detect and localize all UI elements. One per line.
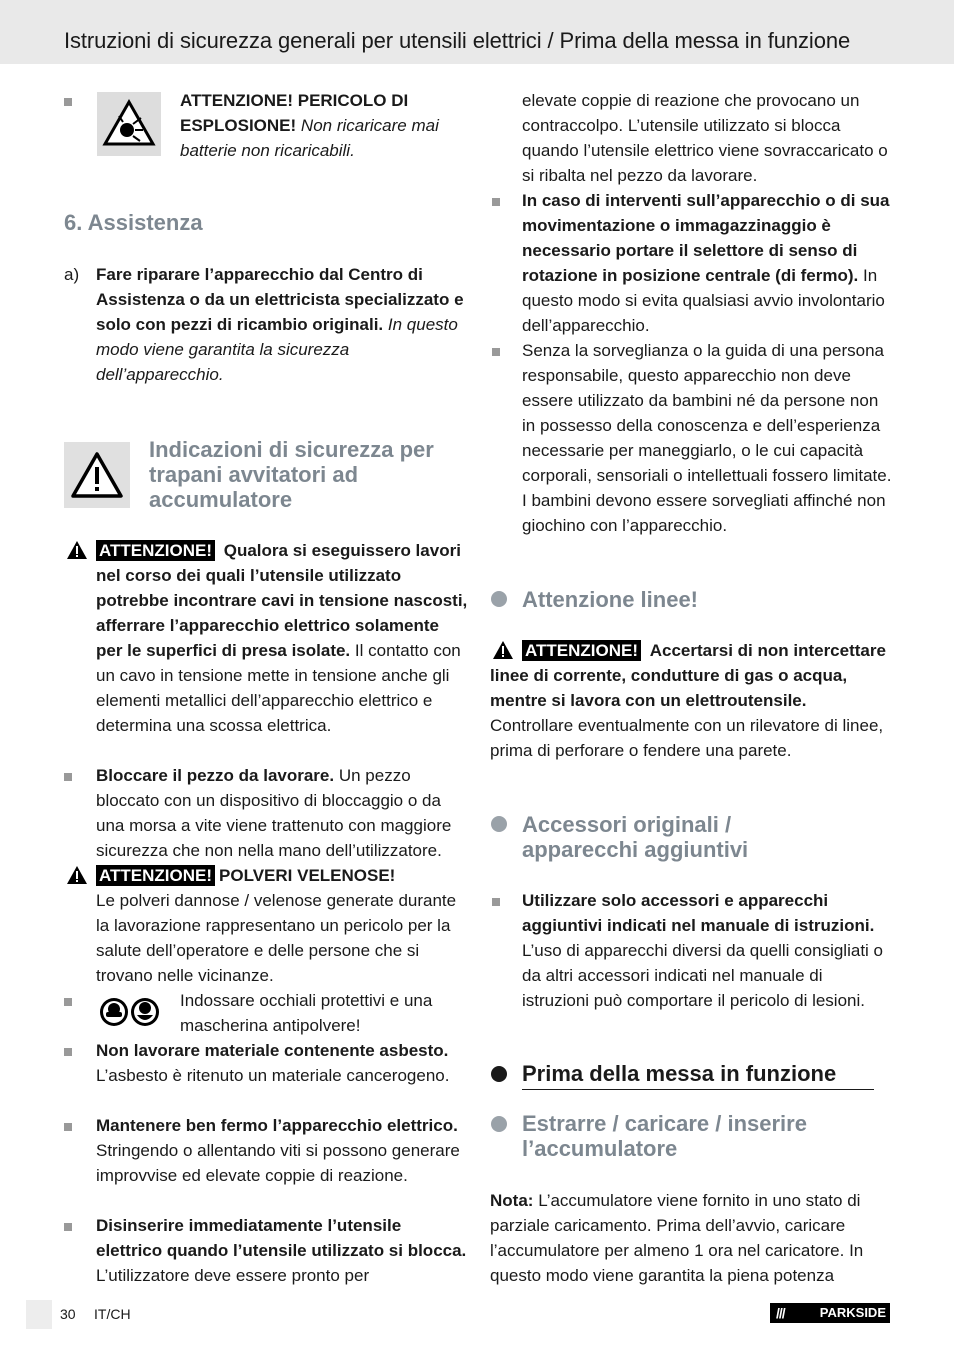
warning-icon: [66, 540, 88, 560]
occhiali-text: Indossare occhiali protettivi e una mascherina antipolvere!: [180, 991, 433, 1035]
page-header: [0, 0, 954, 64]
bullet: [64, 1123, 72, 1131]
language-code: IT/CH: [94, 1306, 131, 1322]
section-title-accessori: Accessori originali / apparecchi aggiuntivi: [522, 812, 749, 862]
bullet: [64, 1048, 72, 1056]
bullet: [492, 348, 500, 356]
dust-mask-icon: [130, 995, 160, 1029]
nota-text: Nota: L’accumulatore viene fornito in uno stato di parziale caricamento. Prima dell’avvio, caricare l’accumulatore per almeno 1 ora nel caricatore. In questo modo viene garantita la piena potenza: [490, 1191, 864, 1285]
mantenere-text: Mantenere ben fermo l’apparecchio elettrico. Stringendo o allentando viti si possono generare improvvise ed elevate coppie di reazione.: [96, 1116, 460, 1185]
interventi-text: In caso di interventi sull’apparecchio o di sua movimentazione o immagazzinaggio è necessario portare il selettore di senso di rotazione in posizione centrale (di fermo). In questo modo si evita qualsiasi avvio involontario dell’apparecchio.: [522, 191, 890, 335]
section-dot: [491, 1066, 507, 1082]
bloccare-text: Bloccare il pezzo da lavorare. Un pezzo bloccato con un dispositivo di bloccaggio o da una morsa a vite viene trattenuto con maggiore sicurezza che non nella mano dell’utilizzatore.: [96, 766, 452, 860]
warning-label: ATTENZIONE!: [522, 640, 641, 661]
warning-label: ATTENZIONE!: [96, 865, 215, 886]
bullet: [492, 898, 500, 906]
section-underline: [522, 1089, 874, 1090]
section-dot: [491, 1116, 507, 1132]
section-title-indicazioni: Indicazioni di sicurezza per trapani avvitatori ad accumulatore: [149, 437, 434, 512]
section-title-estrarre: Estrarre / caricare / inserire l’accumulatore: [522, 1111, 807, 1161]
bullet: [64, 98, 72, 106]
brand-name: PARKSIDE: [819, 1305, 886, 1320]
section-title-linee: Attenzione linee!: [522, 587, 699, 612]
footer-box: [26, 1300, 52, 1329]
page-title: Istruzioni di sicurezza generali per utensili elettrici / Prima della messa in funzione: [64, 28, 851, 53]
asbesto-text: Non lavorare materiale contenente asbesto. L’asbesto è ritenuto un materiale cancerogeno.: [96, 1041, 450, 1085]
warning-label: ATTENZIONE!: [96, 540, 215, 561]
warning-triangle-icon: [64, 442, 130, 508]
page-number: 30: [60, 1306, 76, 1322]
bullet: [64, 998, 72, 1006]
assistenza-text: Fare riparare l’apparecchio dal Centro di Assistenza o da un elettricista specializzato e solo con pezzi di ricambio originali. In questo modo viene garantita la sicurezza dell’apparecchio.: [96, 265, 464, 384]
warning-block-cavi: ATTENZIONE! Qualora si eseguissero lavori nel corso dei quali l’utensile utilizzato potrebbe incontrare cavi in tensione nascosti, afferrare l’apparecchio elettrico solamente per le superfici di presa isolate. Il contatto con un cavo in tensione mette in tensione anche gli elementi metallici dell’apparecchio elettrico e determina una scossa elettrica.: [96, 541, 468, 735]
explosion-warning-icon: [97, 92, 161, 156]
warning-icon: [66, 865, 88, 885]
brand-logo: [770, 1303, 890, 1323]
disinserire-text: Disinserire immediatamente l’utensile elettrico quando l’utensile utilizzato si blocca. L’utilizzatore deve essere pronto per: [96, 1216, 467, 1285]
explosion-warning-text: ATTENZIONE! PERICOLO DI ESPLOSIONE! Non ricaricare mai batterie non ricaricabili.: [180, 91, 439, 160]
bullet: [64, 1223, 72, 1231]
sorveglianza-text: Senza la sorveglianza o la guida di una persona responsabile, questo apparecchio non deve essere utilizzato da bambini né da persone non in possesso della conoscenza e dell’esperienza necessarie per maneggiarlo, o le cui capacità corporali, sensoriali o intellettuali fossero limitate. I bambini devono essere sorvegliati affinché non giochino con l’apparecchio.: [522, 341, 892, 535]
list-marker: a): [64, 265, 80, 284]
section-title-prima: Prima della messa in funzione: [522, 1061, 837, 1086]
warning-block-polveri: ATTENZIONE! POLVERI VELENOSE! Le polveri dannose / velenose generate durante la lavorazione rappresentano un pericolo per la salute dell’operatore e delle persone che si trovano nelle vicinanze.: [96, 866, 457, 985]
brand-mark: ///: [776, 1305, 785, 1321]
safety-goggles-icon: [99, 995, 129, 1029]
section-dot: [491, 591, 507, 607]
warning-block-linee: ATTENZIONE! Accertarsi di non intercettare linee di corrente, condutture di gas o acqua, mentre si lavora con un elettroutensile. Controllare eventualmente con un rilevatore di linee, prima di perforare o fendere una parete.: [490, 641, 886, 760]
accessori-text: Utilizzare solo accessori e apparecchi aggiuntivi indicati nel manuale di istruzioni. L’uso di apparecchi diversi da quelli consigliati o da altri accessori indicati nel manuale di istruzioni può comportare il pericolo di lesioni.: [522, 891, 883, 1010]
continued-text: elevate coppie di reazione che provocano un contraccolpo. L’utensile utilizzato si blocca quando l’utensile elettrico viene sovraccaricato o si ribalta nel pezzo da lavorare.: [522, 91, 888, 185]
section-title-assistenza: 6. Assistenza: [64, 210, 203, 235]
bullet: [492, 198, 500, 206]
bullet: [64, 773, 72, 781]
section-dot: [491, 816, 507, 832]
